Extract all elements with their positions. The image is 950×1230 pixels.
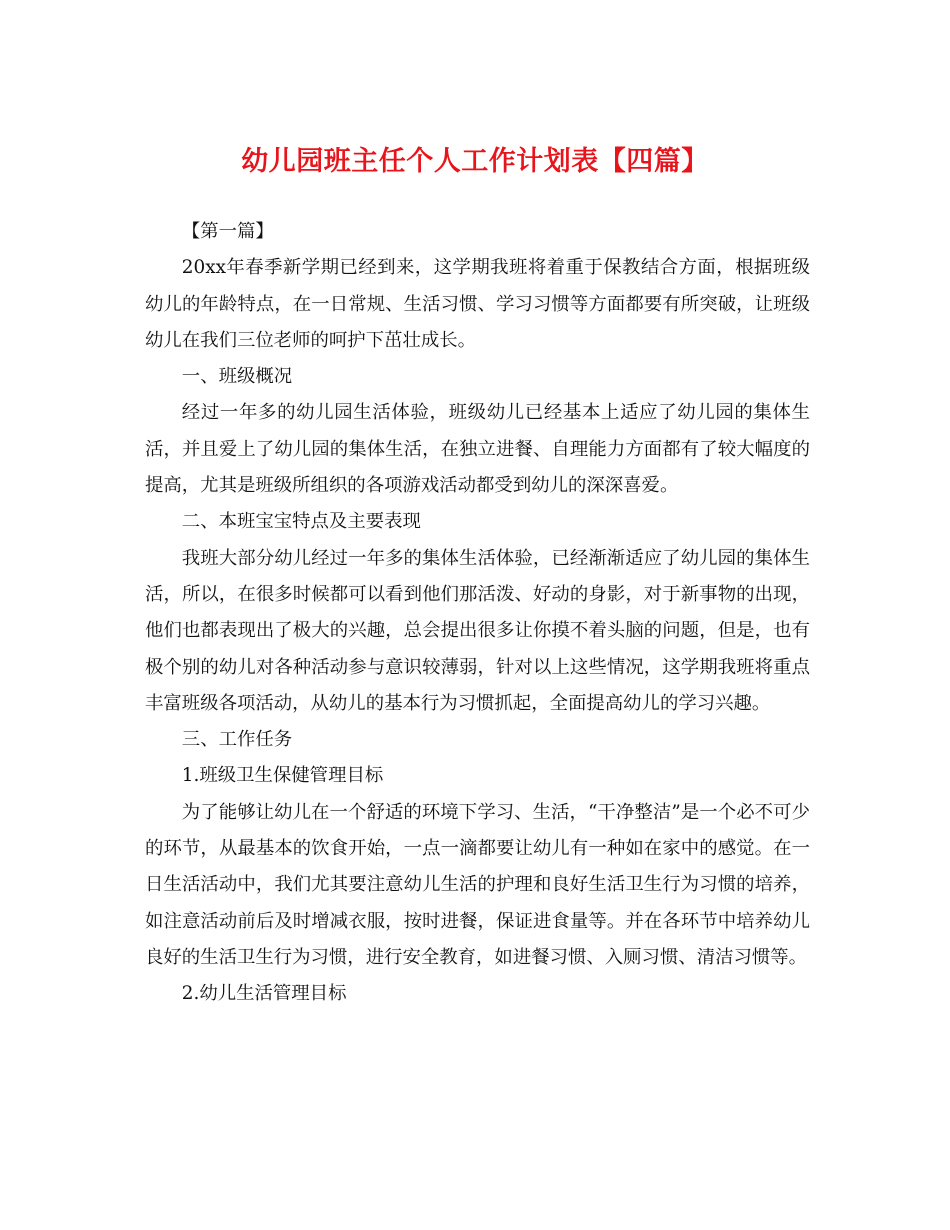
class-overview-paragraph: 经过一年多的幼儿园生活体验，班级幼儿已经基本上适应了幼儿园的集体生活，并且爱上了幼儿园的集体生活，在独立进餐、自理能力方面都有了较大幅度的提高，尤其是班级所组织的各项游戏活动都受到幼儿的深深喜爱。 bbox=[145, 402, 810, 497]
heading-class-overview: 一、班级概况 bbox=[181, 366, 293, 388]
heading-children-traits: 二、本班宝宝特点及主要表现 bbox=[181, 511, 421, 533]
document-body bbox=[145, 214, 810, 1013]
health-management-paragraph: 为了能够让幼儿在一个舒适的环境下学习、生活，“干净整洁”是一个必不可少的环节，从最基本的饮食开始，一点一滴都要让幼儿有一种如在家中的感觉。在一日生活活动中，我们尤其要注意幼儿生活的护理和良好生活卫生行为习惯的培养，如注意活动前后及时增减衣服，按时进餐，保证进食量等。并在各环节中培养幼儿良好的生活卫生行为习惯，进行安全教育，如进餐习惯、入厕习惯、清洁习惯等。 bbox=[145, 801, 810, 968]
children-traits-paragraph: 我班大部分幼儿经过一年多的集体生活体验，已经渐渐适应了幼儿园的集体生活，所以，在很多时候都可以看到他们那活泼、好动的身影，对于新事物的出现，他们也都表现出了极大的兴趣，总会提出很多让你摸不着头脑的问题，但是，也有极个别的幼儿对各种活动参与意识较薄弱，针对以上这些情况，这学期我班将重点丰富班级各项活动，从幼儿的基本行为习惯抓起，全面提高幼儿的学习兴趣。 bbox=[145, 547, 810, 714]
heading-work-tasks: 三、工作任务 bbox=[181, 729, 293, 751]
section-heading-first-part: 【第一篇】 bbox=[181, 221, 274, 242]
document-title: 幼儿园班主任个人工作计划表【四篇】 bbox=[241, 146, 709, 177]
subheading-life-management: 2.幼儿生活管理目标 bbox=[181, 983, 347, 1005]
intro-paragraph: 20xx年春季新学期已经到来，这学期我班将着重于保教结合方面，根据班级幼儿的年龄特点，在一日常规、生活习惯、学习习惯等方面都要有所突破，让班级幼儿在我们三位老师的呵护下茁壮成长。 bbox=[145, 257, 810, 351]
subheading-health-management: 1.班级卫生保健管理目标 bbox=[181, 765, 384, 787]
